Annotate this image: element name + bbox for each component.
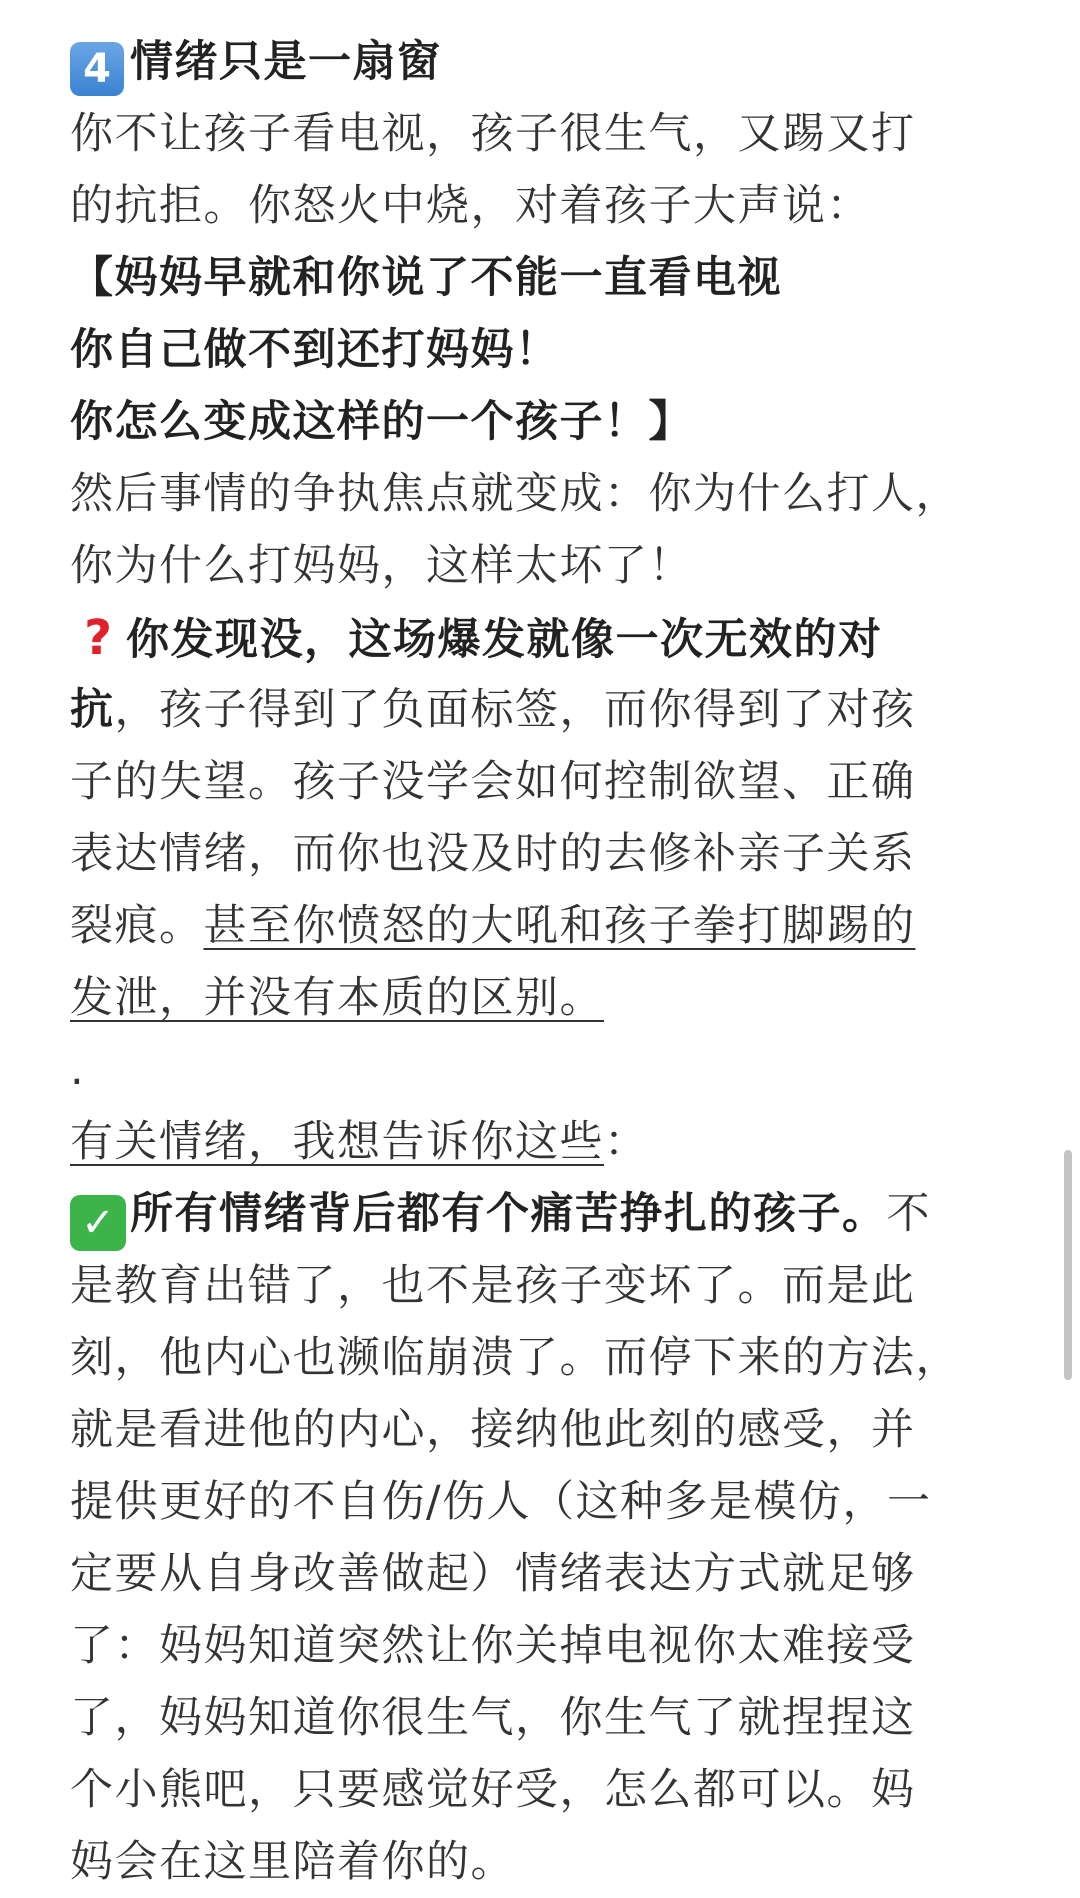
paragraph3-line1 bbox=[70, 602, 1020, 674]
paragraph3-line3: 子的失望。孩子没学会如何控制欲望、正确 bbox=[70, 757, 916, 807]
green-check-mark-icon: ✓ bbox=[70, 1195, 126, 1251]
paragraph4-line2: 是教育出错了，也不是孩子变坏了。而是此 bbox=[70, 1261, 916, 1311]
paragraph3-line5-plain: 裂痕。 bbox=[70, 901, 204, 951]
keycap-digit-four-icon: 4 bbox=[70, 42, 124, 96]
section-heading bbox=[70, 26, 1020, 98]
paragraph4-line9: 个小熊吧，只要感觉好受，怎么都可以。妈 bbox=[70, 1765, 916, 1815]
paragraph4-line8: 了，妈妈知道你很生气，你生气了就捏捏这 bbox=[70, 1693, 916, 1743]
quote-line3: 你怎么变成这样的一个孩子！】 bbox=[70, 397, 693, 447]
paragraph4-line5: 提供更好的不自伤/伤人（这种多是模仿，一 bbox=[70, 1477, 932, 1527]
paragraph3-bold-start2: 抗 bbox=[70, 685, 115, 735]
paragraph4-line10: 妈会在这里陪着你的。 bbox=[70, 1837, 515, 1887]
paragraph3-line6-underlined: 发泄，并没有本质的区别。 bbox=[70, 973, 604, 1023]
paragraph4-rest-line1: 不 bbox=[886, 1189, 931, 1239]
section-title: 情绪只是一扇窗 bbox=[130, 37, 442, 87]
intro-colon: ： bbox=[604, 1117, 649, 1167]
paragraph3-bold-line1: 你发现没，这场爆发就像一次无效的对 bbox=[126, 615, 883, 665]
paragraph3-line2 bbox=[70, 674, 1020, 746]
paragraph4-line4: 就是看进他的内心，接纳他此刻的感受，并 bbox=[70, 1405, 916, 1455]
paragraph3-line5 bbox=[70, 890, 1020, 962]
paragraph2-line2: 你为什么打妈妈，这样太坏了！ bbox=[70, 541, 693, 591]
paragraph2-line1: 然后事情的争执焦点就变成：你为什么打人， bbox=[70, 469, 960, 519]
quote-line2: 你自己做不到还打妈妈！ bbox=[70, 325, 560, 375]
article-body bbox=[70, 26, 1020, 1898]
quote-line1: 【妈妈早就和你说了不能一直看电视 bbox=[70, 253, 782, 303]
paragraph4-line7: 了：妈妈知道突然让你关掉电视你太难接受 bbox=[70, 1621, 916, 1671]
paragraph1-line1: 你不让孩子看电视，孩子很生气，又踢又打 bbox=[70, 109, 916, 159]
paragraph4-line6: 定要从自身改善做起）情绪表达方式就足够 bbox=[70, 1549, 916, 1599]
paragraph3-line4: 表达情绪，而你也没及时的去修补亲子关系 bbox=[70, 829, 916, 879]
intro-line bbox=[70, 1106, 1020, 1178]
separator-dot: . bbox=[70, 1045, 86, 1095]
paragraph3-line5-underlined: 甚至你愤怒的大吼和孩子拳打脚踢的 bbox=[203, 901, 916, 951]
paragraph4-line3: 刻，他内心也濒临崩溃了。而停下来的方法， bbox=[70, 1333, 960, 1383]
intro-underlined: 有关情绪，我想告诉你这些 bbox=[70, 1117, 604, 1167]
paragraph4-line1 bbox=[70, 1178, 1020, 1250]
paragraph1-line2: 的抗拒。你怒火中烧，对着孩子大声说： bbox=[70, 181, 871, 231]
paragraph4-bold-line1: 所有情绪背后都有个痛苦挣扎的孩子。 bbox=[130, 1189, 887, 1239]
paragraph3-rest-line2: ，孩子得到了负面标签，而你得到了对孩 bbox=[114, 685, 916, 735]
red-question-mark-icon: ? bbox=[84, 610, 112, 666]
vertical-scrollbar[interactable] bbox=[1064, 1150, 1072, 1380]
paragraph3-line6 bbox=[70, 962, 1020, 1034]
